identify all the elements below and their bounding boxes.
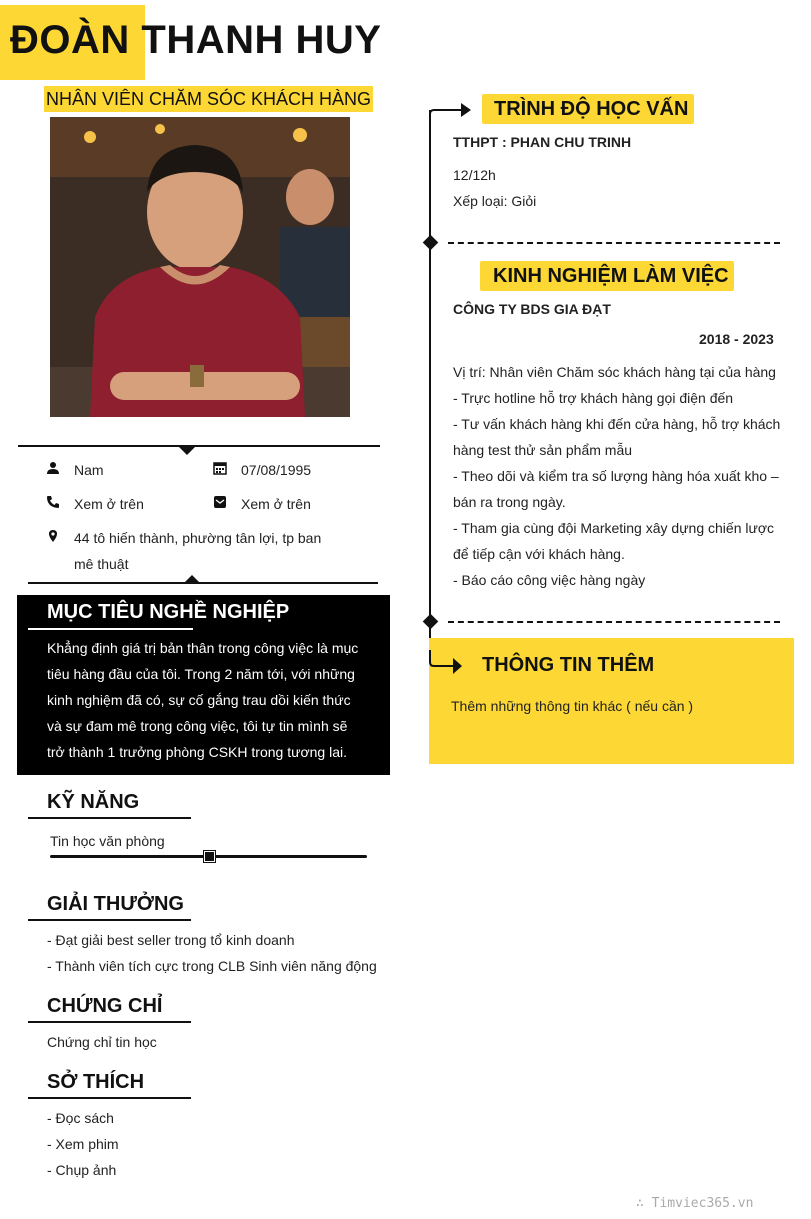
award-item: - Đạt giải best seller trong tổ kinh doanh xyxy=(47,932,295,948)
goal-line: kinh nghiệm đã có, sự cố gắng trau dồi kiến thức xyxy=(47,692,351,708)
birthday-value: 07/08/1995 xyxy=(241,462,312,478)
experience-line: - Tư vấn khách hàng khi đến cửa hàng, hỗ trợ khách xyxy=(453,416,781,432)
hobbies-underline xyxy=(28,1097,191,1099)
hobby-item: - Đọc sách xyxy=(47,1110,114,1126)
career-goal-text xyxy=(47,635,358,765)
dashed-divider xyxy=(448,242,780,244)
experience-line: - Tham gia cùng đội Marketing xây dựng chiến lược xyxy=(453,520,775,536)
info-divider-bottom xyxy=(28,582,378,584)
skill-level-bar xyxy=(50,850,367,862)
awards-underline xyxy=(28,919,191,921)
education-rank: Xếp loại: Giỏi xyxy=(453,193,537,209)
email-icon xyxy=(213,495,227,514)
certificate-item: Chứng chỉ tin học xyxy=(47,1034,157,1050)
timeline-arrow-icon xyxy=(429,100,473,127)
experience-line: hàng test thử sản phẩm mẫu xyxy=(453,442,633,458)
award-item: - Thành viên tích cực trong CLB Sinh viên năng động xyxy=(47,958,377,974)
experience-period: 2018 - 2023 xyxy=(699,331,774,347)
extra-info-title: THÔNG TIN THÊM xyxy=(482,654,655,676)
address-line-2: mê thuật xyxy=(74,556,129,572)
divider-arrow-down xyxy=(179,447,195,455)
experience-line: - Theo dõi và kiểm tra số lượng hàng hóa xuất kho – xyxy=(453,468,779,484)
phone-value: Xem ở trên xyxy=(74,496,144,512)
profile-photo xyxy=(50,117,350,417)
phone-icon xyxy=(46,495,60,514)
career-goal-underline xyxy=(28,628,193,630)
skills-title: KỸ NĂNG xyxy=(47,791,140,813)
candidate-name: ĐOÀN THANH HUY xyxy=(10,18,382,62)
goal-line: trở thành 1 trưởng phòng CSKH trong tương lai. xyxy=(47,744,347,760)
skills-underline xyxy=(28,817,191,819)
goal-line: Khẳng định giá trị bản thân trong công việc là mục xyxy=(47,640,359,656)
education-school: TTHPT : PHAN CHU TRINH xyxy=(453,134,632,150)
gender-value: Nam xyxy=(74,462,104,478)
goal-line: và sự đam mê trong công việc, tôi tự tin mình sẽ xyxy=(47,718,348,734)
timeline-line xyxy=(429,110,431,666)
experience-company: CÔNG TY BDS GIA ĐẠT xyxy=(453,301,611,317)
location-icon xyxy=(46,529,60,548)
experience-line: Vị trí: Nhân viên Chăm sóc khách hàng tại của hàng xyxy=(453,364,776,380)
education-title: TRÌNH ĐỘ HỌC VẤN xyxy=(494,98,689,120)
awards-title: GIẢI THƯỞNG xyxy=(47,893,184,915)
skill-name: Tin học văn phòng xyxy=(50,833,165,849)
calendar-icon xyxy=(213,461,227,480)
experience-details xyxy=(453,359,783,593)
job-title: NHÂN VIÊN CHĂM SÓC KHÁCH HÀNG xyxy=(44,86,373,112)
user-icon xyxy=(46,461,60,480)
experience-line: - Trực hotline hỗ trợ khách hàng gọi điện đến xyxy=(453,390,734,406)
experience-title: KINH NGHIỆM LÀM VIỆC xyxy=(493,265,729,287)
certificates-underline xyxy=(28,1021,191,1023)
email-value: Xem ở trên xyxy=(241,496,311,512)
hobby-item: - Chụp ảnh xyxy=(47,1162,117,1178)
experience-line: bán ra trong ngày. xyxy=(453,494,566,510)
address-line-1: 44 tô hiến thành, phường tân lợi, tp ban xyxy=(74,530,322,546)
timeline-node xyxy=(423,614,439,630)
watermark: ∴ Timviec365.vn xyxy=(636,1196,754,1211)
hobbies-title: SỞ THÍCH xyxy=(47,1071,145,1093)
experience-line: để tiếp cận với khách hàng. xyxy=(453,546,625,562)
hobbies-list xyxy=(47,1105,119,1183)
experience-line: - Báo cáo công việc hàng ngày xyxy=(453,572,646,588)
career-goal-title: MỤC TIÊU NGHỀ NGHIỆP xyxy=(47,601,290,623)
skill-level-knob xyxy=(204,851,215,862)
certificates-title: CHỨNG CHỈ xyxy=(47,995,163,1017)
hobby-item: - Xem phim xyxy=(47,1136,119,1152)
timeline-node xyxy=(423,235,439,251)
extra-info-text: Thêm những thông tin khác ( nếu cần ) xyxy=(451,698,694,714)
timeline-arrow-icon xyxy=(429,650,465,683)
dashed-divider xyxy=(448,621,780,623)
awards-list xyxy=(47,927,377,979)
education-grade: 12/12h xyxy=(453,167,496,183)
info-divider-top xyxy=(18,445,380,447)
goal-line: tiêu hàng đầu của tôi. Trong 2 năm tới, với những xyxy=(47,666,355,682)
